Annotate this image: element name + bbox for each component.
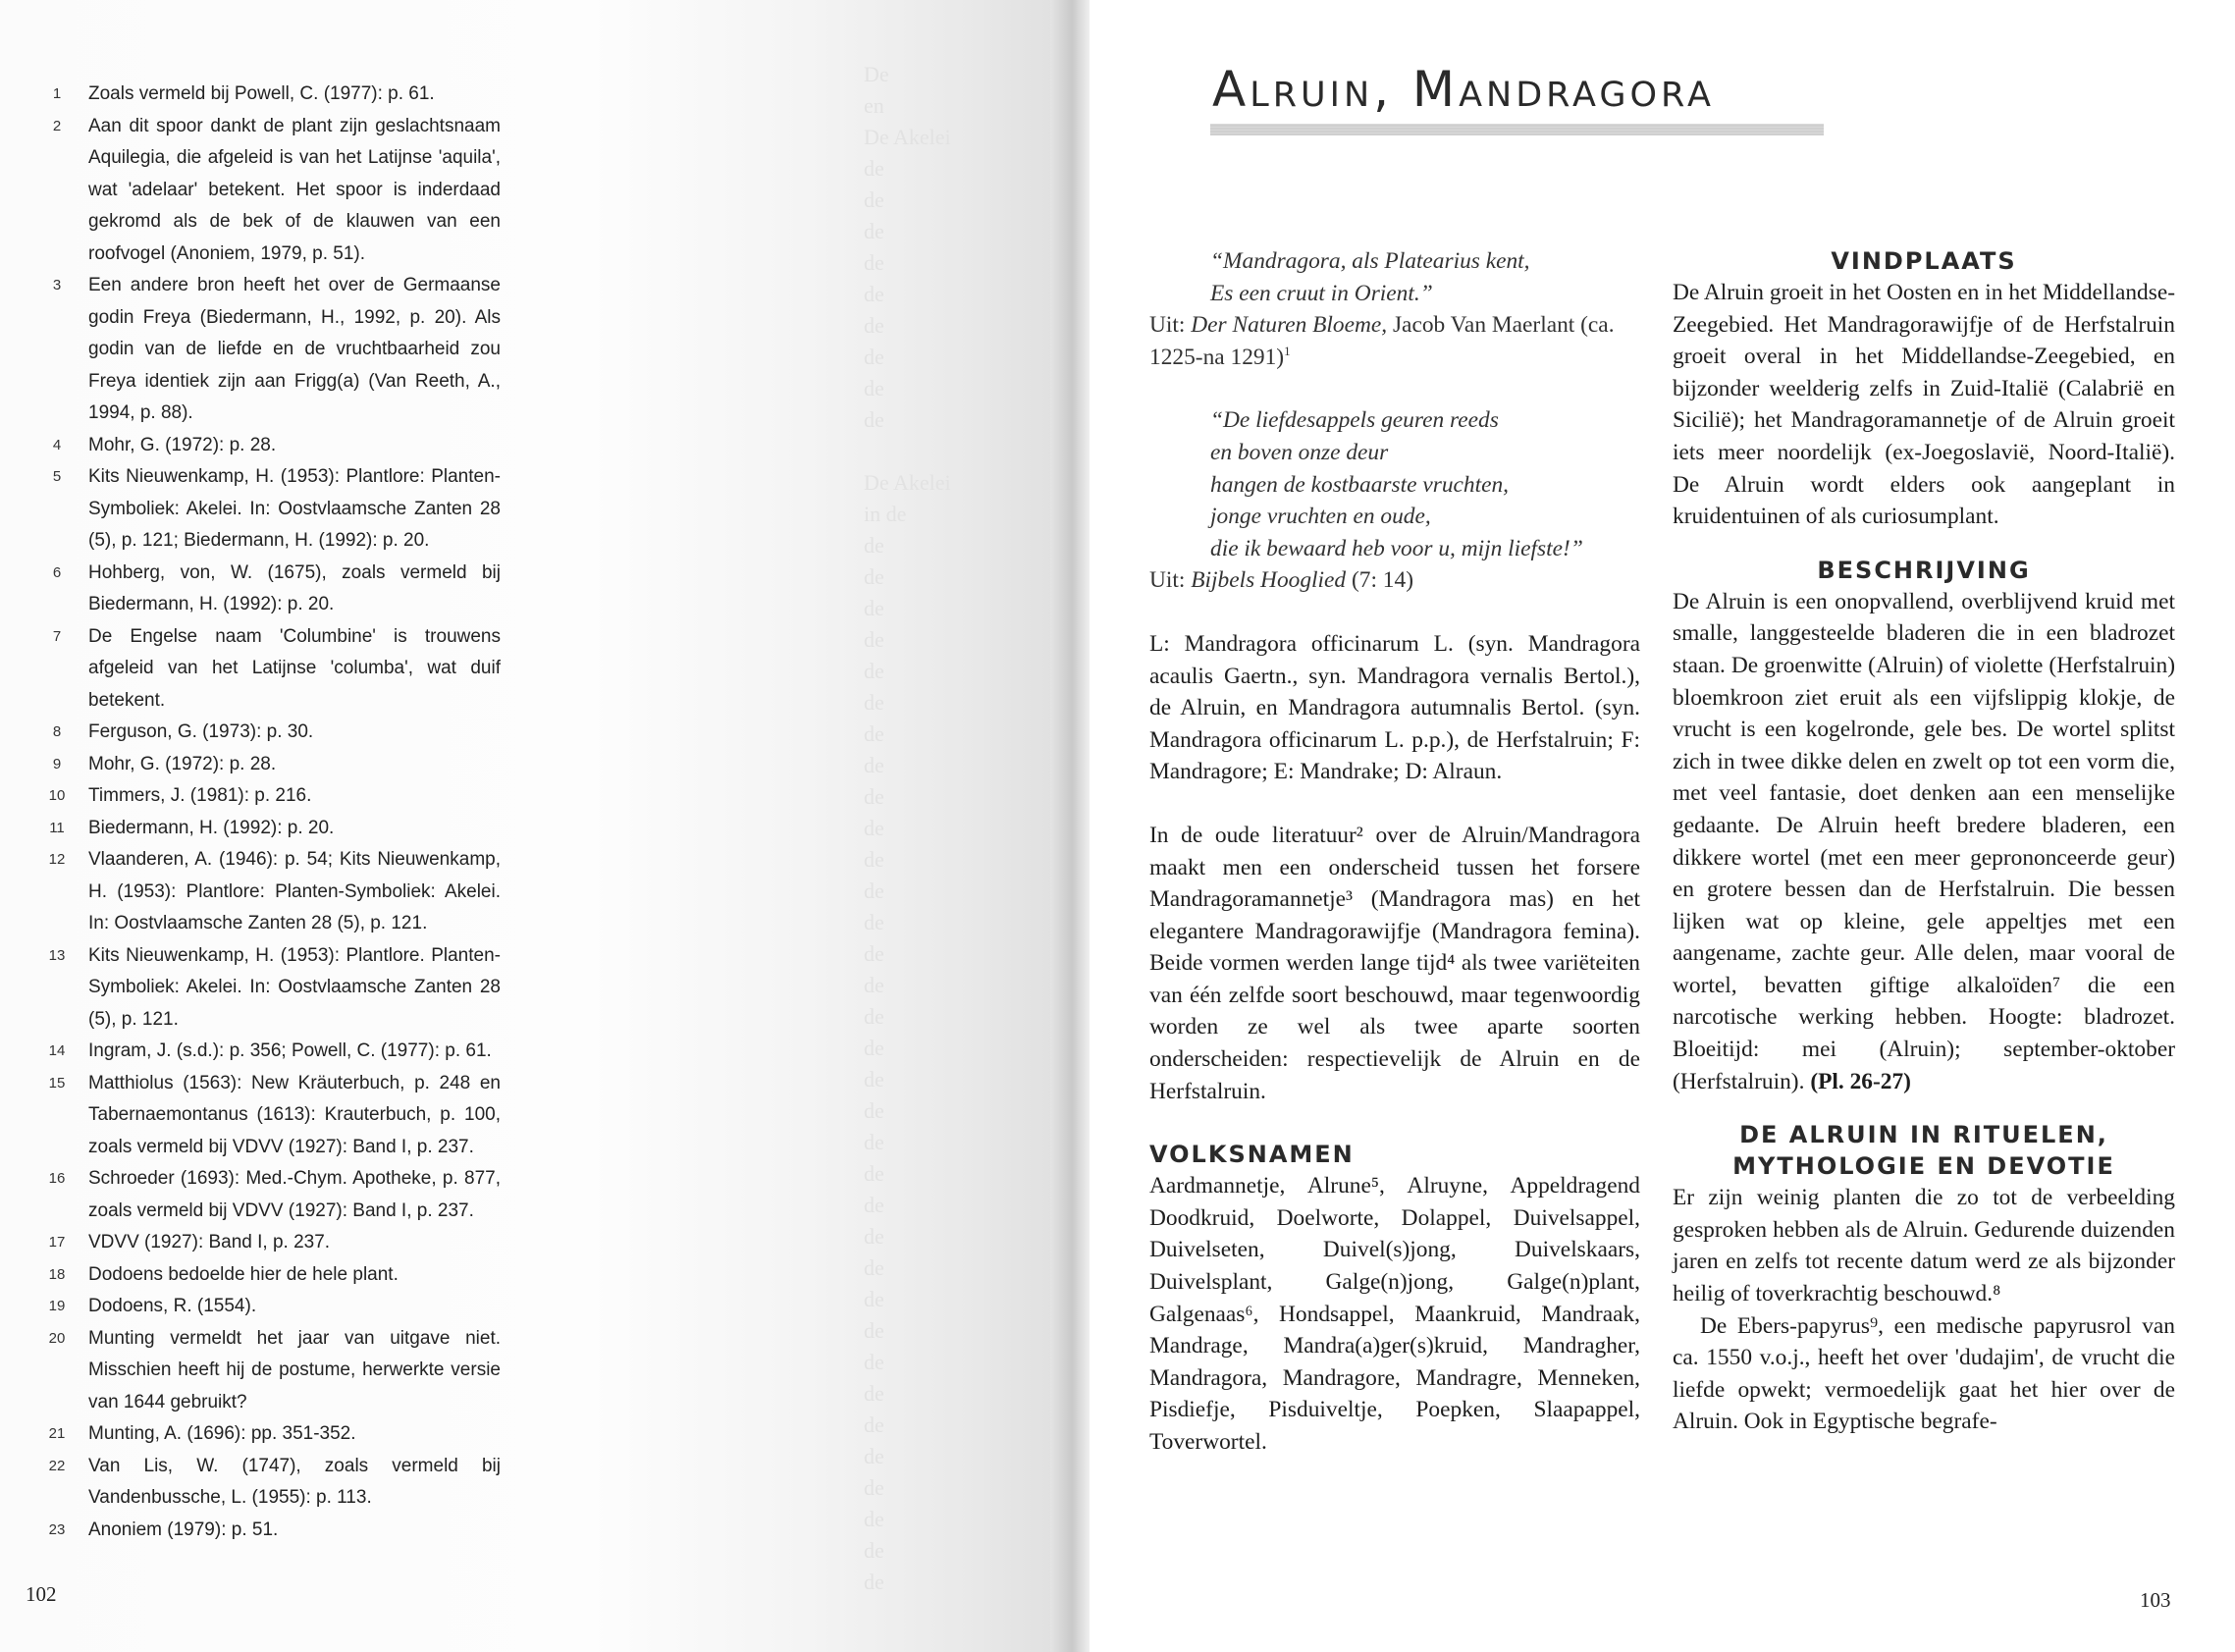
book-gutter bbox=[1050, 0, 1090, 1652]
footnote-number: 3 bbox=[52, 277, 62, 293]
title-rule bbox=[1210, 124, 1824, 135]
footnote bbox=[39, 780, 501, 813]
footnote bbox=[39, 717, 501, 749]
footnote-text: De Engelse naam 'Columbine' is trouwens afgeleid van het Latijnse 'columba', wat duif betekent. bbox=[88, 625, 501, 711]
footnote bbox=[39, 1418, 501, 1451]
footnote-number: 5 bbox=[52, 468, 62, 485]
footnote bbox=[39, 270, 501, 430]
footnote bbox=[39, 844, 501, 940]
epigraph-2-line: en boven onze deur bbox=[1210, 439, 1389, 465]
footnote bbox=[39, 79, 501, 111]
epigraph-1 bbox=[1149, 245, 1640, 309]
footnote-number: 23 bbox=[48, 1520, 66, 1538]
footnote bbox=[39, 558, 501, 621]
footnote bbox=[39, 1036, 501, 1068]
footnote-number: 12 bbox=[48, 851, 66, 868]
left-page bbox=[0, 0, 1076, 1652]
footnote bbox=[39, 1163, 501, 1227]
page-number-left: 102 bbox=[26, 1582, 57, 1606]
footnote-text: Timmers, J. (1981): p. 216. bbox=[88, 785, 312, 806]
column-middle bbox=[1149, 245, 1640, 1459]
epigraph-2-line: hangen de kostbaarste vruchten, bbox=[1210, 471, 1510, 498]
epigraph-2-source: Uit: Bijbels Hooglied (7: 14) bbox=[1149, 567, 1413, 594]
rituelen-paragraph-2: De Ebers-papyrus⁹, een medische papyrusrol van ca. 1550 v.o.j., heeft het over 'dudajim', de vrucht die liefde opwekt; vermoedelijk gaat het hier over de Alruin. Ook in Egyptische begrafe- bbox=[1673, 1312, 2175, 1435]
footnote-number: 2 bbox=[52, 117, 62, 134]
page-number-right: 103 bbox=[2140, 1588, 2171, 1612]
vindplaats-heading: VINDPLAATS bbox=[1831, 247, 2017, 275]
footnote-text: Munting vermeldt het jaar van uitgave niet. Misschien heeft hij de postume, herwerkte versie van 1644 gebruikt? bbox=[88, 1327, 501, 1412]
show-through-text: De en De Akelei de de de de de de de de de De Akelei in de de de de de de de de de de de de de de de de de de de de de de de de de de de de de de de de de de de bbox=[864, 62, 951, 1590]
footnote bbox=[39, 1451, 501, 1515]
footnote-text: Ingram, J. (s.d.): p. 356; Powell, C. (1977): p. 61. bbox=[88, 1040, 492, 1061]
footnote-text: Matthiolus (1563): New Kräuterbuch, p. 248 en Tabernaemontanus (1613): Krauterbuch, p. 100, zoals vermeld bij VDVV (1927): Band I, p. 237. bbox=[88, 1072, 501, 1157]
footnote bbox=[39, 461, 501, 558]
footnote-number: 18 bbox=[48, 1265, 66, 1283]
footnote bbox=[39, 1323, 501, 1419]
footnote-number: 19 bbox=[48, 1298, 66, 1314]
footnote-number: 8 bbox=[52, 723, 62, 740]
footnote bbox=[39, 1259, 501, 1292]
footnote-text: Munting, A. (1696): pp. 351-352. bbox=[88, 1423, 356, 1444]
footnote-text: Anoniem (1979): p. 51. bbox=[88, 1519, 279, 1540]
footnote-text: Vlaanderen, A. (1946): p. 54; Kits Nieuwenkamp, H. (1953): Plantlore: Planten-Symboliek: Akelei. In: Oostvlaamsche Zanten 28 (5), p. 121. bbox=[88, 849, 501, 933]
footnote-number: 22 bbox=[48, 1457, 66, 1474]
footnote-text: Hohberg, von, W. (1675), zoals vermeld bij Biedermann, H. (1992): p. 20. bbox=[88, 561, 501, 614]
chapter-title: Alruin, Mandragora bbox=[1212, 61, 1715, 118]
footnote-text: Kits Nieuwenkamp, H. (1953): Plantlore. Planten-Symboliek: Akelei. In: Oostvlaamsche Zanten 28 (5), p. 121. bbox=[88, 944, 501, 1030]
footnote-text: Kits Nieuwenkamp, H. (1953): Plantlore: Planten-Symboliek: Akelei. In: Oostvlaamsche Zanten 28 (5), p. 121; Biedermann, H. (1992): p. 20. bbox=[88, 466, 501, 551]
footnote-text: Mohr, G. (1972): p. 28. bbox=[88, 434, 277, 455]
footnote-number: 9 bbox=[52, 755, 62, 773]
footnote-number: 17 bbox=[48, 1234, 66, 1251]
epigraph-1-line: Es een cruut in Orient.” bbox=[1210, 280, 1433, 306]
footnote bbox=[39, 1515, 501, 1547]
footnote-number: 7 bbox=[52, 627, 62, 645]
footnote-number: 1 bbox=[52, 85, 62, 102]
footnote-text: Dodoens bedoelde hier de hele plant. bbox=[88, 1263, 399, 1285]
epigraph-1-source: Uit: Der Naturen Bloeme, Jacob Van Maerlant (ca. 1225-na 1291)$^1$ bbox=[1149, 312, 1615, 370]
footnote-text: Dodoens, R. (1554). bbox=[88, 1296, 257, 1316]
volksnamen-text: Aardmannetje, Alrune⁵, Alruyne, Appeldragend Doodkruid, Doelworte, Dolappel, Duivelsappel, Duivelseten, Duivel(s)jong, Duivelskaars, Duivelsplant, Galge(n)jong, Galge(n)plant, Galgenaas⁶, Hondsappel, Maankruid, Mandraak, Mandrage, Mandra(a)ger(s)kruid, Mandragher, Mandragora, Mandragore, Mandragre, Menneken, Pisdiefje, Pisduiveltje, Poepken, Slaapappel, Toverwortel. bbox=[1149, 1173, 1640, 1455]
beschrijving-text: De Alruin is een onopvallend, overblijvend kruid met smalle, langgesteelde bladeren die in een bladrozet staan. De groenwitte (Alruin) of violette (Herfstalruin) bloemkroon ziet eruit als een vijfslippig klokje, de vrucht is een kogelronde, gele bes. De wortel splitst zich in twee dikke delen en zwelt op tot een vorm die, met veel fantasie, doet denken aan een menselijke gedaante. De Alruin heeft bredere bladeren, een dikkere wortel (met een meer geprononceerde geur) en grotere bessen dan de Herfstalruin. Die bessen lijken wat op kleine, gele appeltjes met een aangename, zachte geur. Alle delen, maar vooral de wortel, bevatten giftige alkaloïden⁷ die een narcotische werking hebben. Hoogte: bladrozet. Bloeitijd: mei (Alruin); september-oktober (Herfstalruin). (Pl. 26-27) bbox=[1673, 588, 2175, 1094]
beschrijving-heading: BESCHRIJVING bbox=[1817, 556, 2031, 584]
plate-reference: (Pl. 26-27) bbox=[1810, 1068, 1911, 1094]
footnote-number: 21 bbox=[48, 1425, 66, 1442]
footnote-text: Een andere bron heeft het over de Germaanse godin Freya (Biedermann, H., 1992, p. 20). Als godin van de liefde en de vruchtbaarheid zou Freya identiek zijn aan Frigg(a) (Van Reeth, A., 1994, p. 88). bbox=[88, 275, 501, 423]
footnote-number: 16 bbox=[48, 1170, 66, 1187]
footnote bbox=[39, 940, 501, 1037]
footnote-number: 14 bbox=[48, 1042, 66, 1059]
footnote bbox=[39, 813, 501, 845]
rituelen-heading: DE ALRUIN IN RITUELEN, MYTHOLOGIE EN DEVOTIE bbox=[1732, 1121, 2115, 1181]
vindplaats-text: De Alruin groeit in het Oosten en in het Middellandse-Zeegebied. Het Mandragorawijfje of de Herfstalruin groeit overal in het Middellandse-Zeegebied, en bijzonder weelderig zelfs in Zuid-Italië (Calabrië en Sicilië); het Mandragoramannetje of de Alruin groeit iets meer noordelijk (ex-Joegoslavië, Noord-Italië). De Alruin wordt elders ook aangeplant in kruidentuinen of als curiosumplant. bbox=[1673, 280, 2175, 530]
epigraph-2-line: die ik bewaard heb voor u, mijn liefste!” bbox=[1210, 535, 1583, 561]
epigraph-2-line: “De liefdesappels geuren reeds bbox=[1210, 407, 1499, 434]
footnote-list bbox=[39, 79, 501, 1546]
rituelen-paragraph-1: Er zijn weinig planten die zo tot de verbeelding gesproken hebben als de Alruin. Gedurende duizenden jaren en zelfs tot recente datum werd ze als bijzonder heilig of toverkrachtig beschouwd.⁸ bbox=[1673, 1185, 2175, 1307]
footnote bbox=[39, 430, 501, 462]
footnote-text: Mohr, G. (1972): p. 28. bbox=[88, 753, 277, 774]
footnote-text: Biedermann, H. (1992): p. 20. bbox=[88, 817, 335, 838]
footnote-number: 10 bbox=[48, 787, 66, 804]
footnote-text: VDVV (1927): Band I, p. 237. bbox=[88, 1232, 331, 1252]
footnote-text: Zoals vermeld bij Powell, C. (1977): p. 61. bbox=[88, 83, 435, 104]
footnote-number: 15 bbox=[48, 1074, 66, 1092]
column-right bbox=[1673, 245, 2175, 1438]
footnote-number: 20 bbox=[48, 1329, 66, 1347]
footnote bbox=[39, 621, 501, 718]
footnote-number: 11 bbox=[49, 819, 65, 836]
volksnamen-heading: VOLKSNAMEN bbox=[1149, 1141, 1355, 1169]
footnote-text: Van Lis, W. (1747), zoals vermeld bij Vandenbussche, L. (1955): p. 113. bbox=[88, 1455, 501, 1508]
epigraph-1-line: “Mandragora, als Platearius kent, bbox=[1210, 248, 1530, 274]
footnote-number: 13 bbox=[48, 946, 66, 964]
footnote bbox=[39, 1227, 501, 1259]
epigraph-2-line: jonge vruchten en oude, bbox=[1210, 504, 1431, 530]
footnote-number: 4 bbox=[52, 436, 62, 453]
footnote bbox=[39, 111, 501, 271]
scientific-names-paragraph: L: Mandragora officinarum L. (syn. Mandragora acaulis Gaertn., syn. Mandragora vernalis Bertol.), de Alruin, en Mandragora autumnalis Bertol. (syn. Mandragora officinarum L. p.p.), de Herfstalruin; F: Mandragore; E: Mandrake; D: Alraun. bbox=[1149, 630, 1640, 785]
epigraph-2 bbox=[1149, 404, 1640, 564]
footnote bbox=[39, 1068, 501, 1164]
footnote-text: Ferguson, G. (1973): p. 30. bbox=[88, 721, 314, 742]
footnote bbox=[39, 749, 501, 781]
literature-paragraph: In de oude literatuur² over de Alruin/Mandragora maakt men een onderscheid tussen het forsere Mandragoramannetje³ (Mandragora mas) en het elegantere Mandragorawijfje (Mandragora femina). Beide vormen werden lange tijd⁴ als twee variëteiten van één zelfde soort beschouwd, maar tegenwoordig worden ze wel als twee aparte soorten onderscheiden: respectievelijk de Alruin en de Herfstalruin. bbox=[1149, 822, 1640, 1104]
footnote-number: 6 bbox=[52, 563, 62, 581]
footnote-text: Schroeder (1693): Med.-Chym. Apotheke, p. 877, zoals vermeld bij VDVV (1927): Band I, p. 237. bbox=[88, 1168, 501, 1221]
footnote-text: Aan dit spoor dankt de plant zijn geslachtsnaam Aquilegia, die afgeleid is van het Latijnse 'aquila', wat 'adelaar' betekent. Het spoor is inderdaad gekromd als de bek of de klauwen van een roofvogel (Anoniem, 1979, p. 51). bbox=[88, 115, 501, 264]
footnote bbox=[39, 1291, 501, 1323]
